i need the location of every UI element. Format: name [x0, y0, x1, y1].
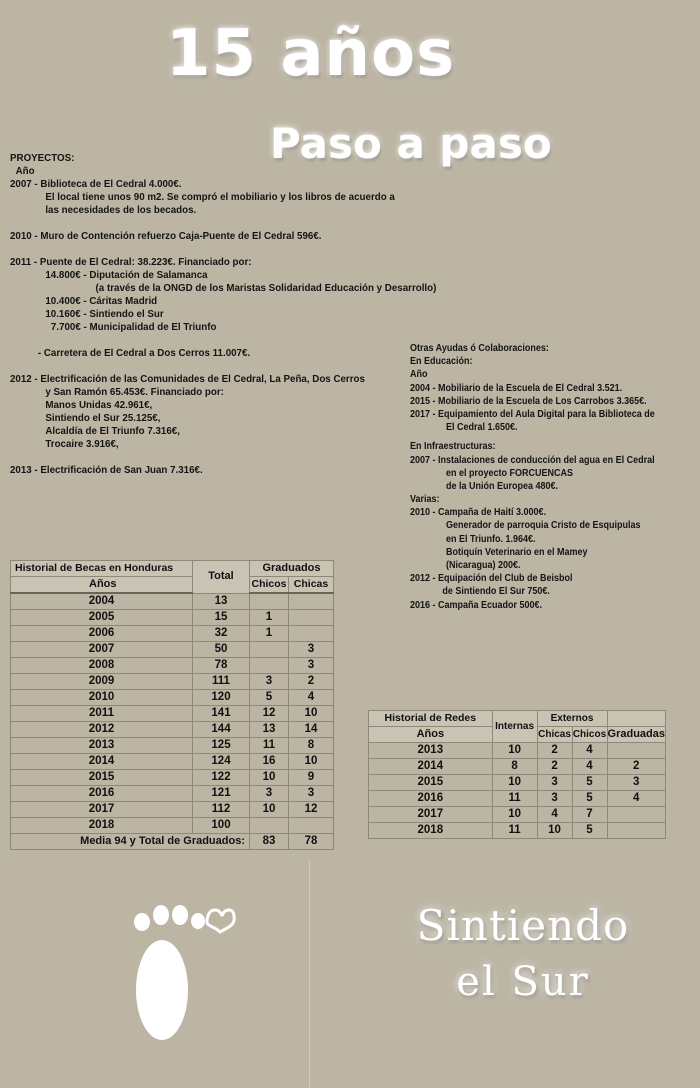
becas-cell: 2: [289, 674, 334, 690]
aid-line: 2016 - Campaña Ecuador 500€.: [410, 599, 543, 611]
project-line: 2007 - Biblioteca de El Cedral 4.000€.: [10, 178, 182, 190]
becas-row: [11, 754, 334, 770]
becas-cell: [289, 593, 334, 610]
becas-row: [11, 674, 334, 690]
redes-row: [369, 775, 666, 791]
becas-cell: 78: [193, 658, 250, 674]
becas-cell: 120: [193, 690, 250, 706]
redes-cell: [607, 807, 666, 823]
project-line: y San Ramón 65.453€. Financiado por:: [45, 386, 224, 398]
redes-cell: 2017: [369, 807, 493, 823]
redes-cell: 2: [537, 743, 572, 759]
becas-cell: 124: [193, 754, 250, 770]
becas-col-total: Total: [193, 561, 250, 594]
redes-cell: 3: [537, 775, 572, 791]
aid-line: Varias:: [410, 494, 440, 506]
project-line: Alcaldía de El Triunfo 7.316€,: [45, 425, 180, 437]
becas-col-graduados: Graduados: [250, 561, 334, 577]
becas-row: [11, 642, 334, 658]
other-aid-list: [410, 342, 671, 612]
redes-cell: 5: [572, 791, 607, 807]
redes-row: [369, 743, 666, 759]
becas-row: [11, 658, 334, 674]
becas-cell: 50: [193, 642, 250, 658]
redes-cell: 2013: [369, 743, 493, 759]
becas-cell: 2014: [11, 754, 193, 770]
aid-line: Generador de parroquia Cristo de Esquipulas: [446, 520, 641, 532]
becas-row: [11, 722, 334, 738]
redes-row: [369, 823, 666, 839]
aid-line: En Infraestructuras:: [410, 441, 496, 453]
redes-cell: 2: [607, 759, 666, 775]
becas-cell: 10: [289, 754, 334, 770]
becas-cell: [289, 610, 334, 626]
page-subtitle: Paso a paso: [270, 119, 552, 168]
redes-cell: 5: [572, 775, 607, 791]
becas-cell: 122: [193, 770, 250, 786]
redes-col-internas: Internas: [492, 711, 537, 743]
becas-row: [11, 626, 334, 642]
project-line: 2010 - Muro de Contención refuerzo Caja-Puente de El Cedral 596€.: [10, 230, 322, 242]
becas-cell: 2011: [11, 706, 193, 722]
redes-cell: 4: [572, 743, 607, 759]
project-line: 2012 - Electrificación de las Comunidades de El Cedral, La Peña, Dos Cerros: [10, 373, 365, 385]
aid-line: El Cedral 1.650€.: [446, 422, 518, 434]
redes-title: Historial de Redes: [369, 711, 493, 727]
becas-cell: 32: [193, 626, 250, 642]
aid-line: Año: [410, 369, 428, 381]
redes-cell: 2: [537, 759, 572, 775]
redes-cell: 10: [537, 823, 572, 839]
redes-col-chicos: Chicos: [572, 727, 607, 743]
becas-cell: 1: [250, 626, 289, 642]
project-line: 10.400€ - Cáritas Madrid: [45, 295, 158, 307]
becas-cell: 10: [250, 770, 289, 786]
aid-line: 2007 - Instalaciones de conducción del agua en El Cedral: [410, 454, 655, 466]
becas-cell: 2004: [11, 593, 193, 610]
project-gap: [10, 334, 382, 347]
project-line: Sintiendo el Sur 25.125€,: [45, 412, 161, 424]
becas-cell: 9: [289, 770, 334, 786]
redes-cell: 2014: [369, 759, 493, 775]
brand-line2: el Sur: [456, 959, 590, 1005]
becas-cell: 3: [250, 674, 289, 690]
becas-cell: 2017: [11, 802, 193, 818]
aid-line: Otras Ayudas ó Colaboraciones:: [410, 343, 549, 354]
aid-line: 2004 - Mobiliario de la Escuela de El Cedral 3.521.: [410, 382, 623, 394]
becas-cell: [250, 642, 289, 658]
redes-cell: 10: [492, 807, 537, 823]
becas-footer-label: Media 94 y Total de Graduados:: [11, 834, 250, 850]
redes-cell: 10: [492, 743, 537, 759]
becas-cell: 1: [250, 610, 289, 626]
becas-col-year: Años: [11, 577, 193, 594]
aid-line: en El Triunfo. 1.964€.: [446, 533, 536, 545]
becas-cell: 144: [193, 722, 250, 738]
redes-cell: 5: [572, 823, 607, 839]
project-line: Trocaire 3.916€,: [45, 438, 119, 450]
becas-cell: 16: [250, 754, 289, 770]
project-line: PROYECTOS:: [10, 152, 75, 164]
aid-line: Botiquín Veterinario en el Mamey: [446, 546, 588, 558]
page-title: 15 años: [166, 17, 456, 91]
redes-cell: [607, 823, 666, 839]
becas-cell: 2013: [11, 738, 193, 754]
becas-cell: 14: [289, 722, 334, 738]
becas-cell: 2018: [11, 818, 193, 834]
project-line: - Carretera de El Cedral a Dos Cerros 11.007€.: [37, 347, 251, 359]
project-line: Año: [15, 165, 35, 177]
redes-cell: 4: [572, 759, 607, 775]
becas-row: [11, 610, 334, 626]
redes-cell: 4: [607, 791, 666, 807]
projects-list: [10, 152, 437, 477]
becas-cell: 3: [289, 642, 334, 658]
becas-cell: 11: [250, 738, 289, 754]
footprint-heart-icon: [112, 898, 242, 1063]
aid-line: En Educación:: [410, 356, 473, 368]
becas-col-chicos: Chicos: [250, 577, 289, 594]
becas-cell: [250, 658, 289, 674]
aid-line: 2012 - Equipación del Club de Beisbol: [410, 573, 573, 585]
project-line: 10.160€ - Sintiendo el Sur: [45, 308, 164, 320]
becas-row: [11, 690, 334, 706]
redes-cell: [607, 743, 666, 759]
becas-cell: 2005: [11, 610, 193, 626]
becas-cell: 4: [289, 690, 334, 706]
redes-cell: 11: [492, 823, 537, 839]
becas-cell: 12: [250, 706, 289, 722]
becas-row: [11, 818, 334, 834]
becas-cell: 10: [289, 706, 334, 722]
becas-cell: 112: [193, 802, 250, 818]
redes-col-graduadas: Graduadas: [607, 727, 666, 743]
redes-cell: 2018: [369, 823, 493, 839]
redes-cell: 3: [607, 775, 666, 791]
becas-cell: 2010: [11, 690, 193, 706]
becas-cell: 5: [250, 690, 289, 706]
redes-col-chicas: Chicas: [537, 727, 572, 743]
becas-footer-chicos: 83: [250, 834, 289, 850]
redes-col-year: Años: [369, 727, 493, 743]
redes-cell: 2015: [369, 775, 493, 791]
project-gap: [10, 360, 382, 373]
redes-cell: 11: [492, 791, 537, 807]
brand-logo: [398, 898, 648, 1010]
becas-cell: 8: [289, 738, 334, 754]
becas-cell: 2007: [11, 642, 193, 658]
becas-cell: [289, 818, 334, 834]
becas-cell: 2006: [11, 626, 193, 642]
becas-row: [11, 786, 334, 802]
becas-row: [11, 593, 334, 610]
redes-cell: 7: [572, 807, 607, 823]
becas-cell: 125: [193, 738, 250, 754]
becas-cell: 10: [250, 802, 289, 818]
becas-cell: 2008: [11, 658, 193, 674]
redes-col-blank: [607, 711, 666, 727]
becas-cell: 12: [289, 802, 334, 818]
becas-cell: 2016: [11, 786, 193, 802]
becas-cell: 13: [250, 722, 289, 738]
redes-row: [369, 759, 666, 775]
footer-divider: [309, 860, 310, 1088]
redes-cell: 8: [492, 759, 537, 775]
aid-line: (Nicaragua) 200€.: [446, 560, 521, 571]
becas-cell: 2015: [11, 770, 193, 786]
becas-col-chicas: Chicas: [289, 577, 334, 594]
project-line: 2013 - Electrificación de San Juan 7.316€.: [10, 464, 203, 476]
becas-cell: [289, 626, 334, 642]
becas-title: Historial de Becas en Honduras: [11, 561, 193, 577]
becas-cell: 2012: [11, 722, 193, 738]
becas-footer-chicas: 78: [289, 834, 334, 850]
redes-cell: 10: [492, 775, 537, 791]
aid-line: de la Unión Europea 480€.: [446, 480, 559, 492]
aid-line: 2017 - Equipamiento del Aula Digital para la Biblioteca de: [410, 408, 655, 420]
project-line: Manos Unidas 42.961€,: [45, 399, 153, 411]
becas-cell: 141: [193, 706, 250, 722]
becas-cell: 2009: [11, 674, 193, 690]
project-line: 7.700€ - Municipalidad de El Triunfo: [50, 321, 217, 333]
becas-cell: [250, 818, 289, 834]
becas-row: [11, 770, 334, 786]
brand-line1: Sintiendo: [416, 901, 630, 950]
becas-cell: 121: [193, 786, 250, 802]
project-line: El local tiene unos 90 m2. Se compró el mobiliario y los libros de acuerdo a: [45, 191, 395, 203]
project-gap: [10, 243, 382, 256]
project-line: 14.800€ - Diputación de Salamanca: [45, 269, 208, 281]
project-line: 2011 - Puente de El Cedral: 38.223€. Financiado por:: [10, 256, 252, 268]
becas-cell: 15: [193, 610, 250, 626]
redes-row: [369, 791, 666, 807]
becas-row: [11, 738, 334, 754]
becas-cell: 100: [193, 818, 250, 834]
redes-cell: 2016: [369, 791, 493, 807]
becas-cell: 3: [289, 658, 334, 674]
becas-row: [11, 706, 334, 722]
aid-line: de Sintiendo El Sur 750€.: [442, 586, 550, 598]
becas-cell: 13: [193, 593, 250, 610]
redes-table: [368, 710, 666, 839]
project-line: (a través de la ONGD de los Maristas Solidaridad Educación y Desarrollo): [95, 282, 437, 294]
project-gap: [10, 217, 382, 230]
becas-row: [11, 802, 334, 818]
becas-cell: 3: [250, 786, 289, 802]
redes-cell: 4: [537, 807, 572, 823]
redes-row: [369, 807, 666, 823]
aid-line: 2015 - Mobiliario de la Escuela de Los Carrobos 3.365€.: [410, 395, 647, 407]
aid-line: 2010 - Campaña de Haití 3.000€.: [410, 507, 547, 519]
aid-line: en el proyecto FORCUENCAS: [446, 467, 574, 479]
becas-cell: 111: [193, 674, 250, 690]
redes-col-externos: Externos: [537, 711, 607, 727]
project-gap: [10, 451, 382, 464]
becas-cell: [250, 593, 289, 610]
becas-cell: 3: [289, 786, 334, 802]
project-line: las necesidades de los becados.: [45, 204, 197, 216]
becas-table: [10, 560, 334, 850]
redes-cell: 3: [537, 791, 572, 807]
